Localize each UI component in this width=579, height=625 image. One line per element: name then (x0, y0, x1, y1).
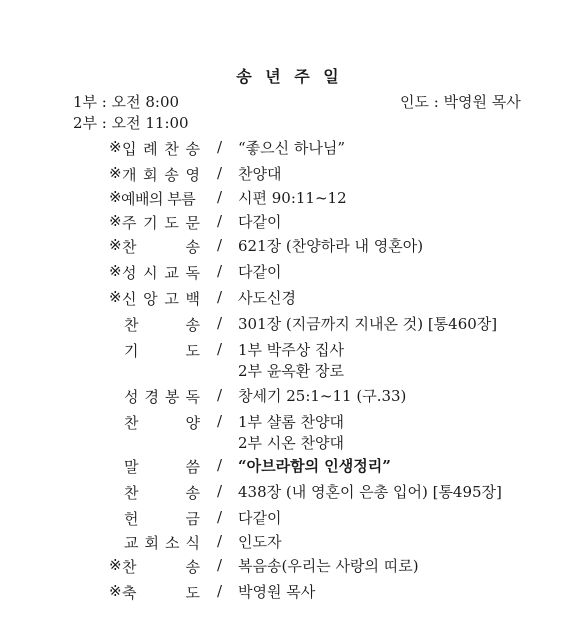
order-item (0, 556, 579, 582)
order-item-label-char: 찬 (124, 414, 139, 432)
order-item-label-char: 송 (185, 316, 200, 334)
service-time-2: 2부 : 오전 11:00 (73, 114, 189, 132)
order-item-content-line: 사도신경 (238, 289, 296, 307)
order-item-content (238, 456, 391, 477)
order-item-label-char: 시 (143, 264, 158, 282)
mark-symbol: ※ (109, 212, 122, 230)
order-item-content (238, 314, 497, 335)
order-item-label-char: 성 (124, 388, 139, 406)
mark-symbol: ※ (109, 582, 122, 600)
order-item-label-char: 영 (185, 166, 200, 184)
order-item-content (238, 508, 281, 529)
order-item (0, 582, 579, 608)
order-item-label-char: 봉 (165, 388, 180, 406)
order-item (0, 236, 579, 262)
order-item-label-char: 송 (164, 166, 179, 184)
order-item-label-char: 독 (185, 388, 200, 406)
order-item-label (124, 456, 200, 477)
order-item-label-char: 문 (185, 214, 200, 232)
order-item-label-char: 고 (164, 290, 179, 308)
mark-symbol: ※ (109, 556, 122, 574)
order-item-label (121, 188, 201, 209)
order-item (0, 532, 579, 558)
order-item-label-char: 성 (122, 264, 137, 282)
order-item (0, 262, 579, 288)
order-item-label-char: 송 (185, 140, 200, 158)
order-item-label (124, 412, 200, 433)
order-item-label-char: 소 (165, 534, 180, 552)
order-item-content (238, 212, 281, 233)
order-item-content-line: “좋으신 하나님” (238, 139, 346, 157)
order-item-content-line: 301장 (지금까지 지내온 것) [통460장] (238, 315, 498, 333)
separator: / (217, 482, 223, 500)
order-item (0, 508, 579, 534)
separator: / (217, 532, 223, 550)
order-item-content (238, 340, 344, 382)
separator: / (217, 262, 223, 280)
order-item-content-line: 다같이 (238, 509, 282, 527)
order-item-label-char: 입 (122, 140, 137, 158)
mark-symbol: ※ (109, 288, 122, 306)
order-item-label (122, 582, 200, 603)
order-item-content-line: 찬양대 (238, 165, 282, 183)
order-item-content (238, 188, 347, 209)
order-item-label-char: 례 (143, 140, 158, 158)
order-item (0, 456, 579, 482)
order-item-label-char: 씀 (185, 458, 200, 476)
order-item-label (124, 314, 200, 335)
order-item-content (238, 582, 315, 603)
order-item-content (238, 412, 344, 454)
order-item-content-line: 621장 (찬양하라 내 영혼아) (238, 237, 424, 255)
order-item-label-char: 축 (122, 584, 137, 602)
order-item-label-char: 송 (185, 558, 200, 576)
order-item-content-line: “아브라함의 인생정리” (238, 457, 391, 475)
order-item-content (238, 386, 406, 407)
separator: / (217, 236, 223, 254)
worship-leader: 인도 : 박영원 목사 (400, 93, 521, 111)
order-item-label-char: 교 (124, 534, 139, 552)
order-item-content-line: 2부 시온 찬양대 (238, 434, 345, 452)
order-item-label-char: 식 (185, 534, 200, 552)
order-item-label (124, 532, 200, 553)
mark-symbol: ※ (109, 188, 122, 206)
order-item-label-char: 백 (185, 290, 200, 308)
order-item-label (122, 236, 200, 257)
service-time-1: 1부 : 오전 8:00 (73, 93, 180, 111)
mark-symbol: ※ (109, 164, 122, 182)
order-item-label (122, 288, 200, 309)
order-item-label-char: 찬 (124, 316, 139, 334)
order-item-label-char: 도 (185, 584, 200, 602)
order-item-label (124, 482, 200, 503)
order-item-content-line: 박영원 목사 (238, 583, 316, 601)
order-item-content-line: 다같이 (238, 263, 282, 281)
order-item-content-line: 438장 (내 영혼이 은총 입어) [통495장] (238, 483, 502, 501)
order-item-label-char: 교 (164, 264, 179, 282)
order-item-content (238, 532, 281, 553)
separator: / (217, 582, 223, 600)
separator: / (217, 412, 223, 430)
order-item-content (238, 262, 281, 283)
order-item-label-char: 찬 (122, 558, 137, 576)
order-item (0, 386, 579, 412)
order-item-content (238, 288, 296, 309)
order-item-label (124, 340, 200, 361)
page-title: 송 년 주 일 (236, 67, 343, 86)
order-item-label (122, 138, 200, 159)
mark-symbol: ※ (109, 236, 122, 254)
order-item-label (122, 556, 200, 577)
separator: / (217, 288, 223, 306)
order-item (0, 164, 579, 190)
order-item-content (238, 236, 423, 257)
order-item-label-char: 찬 (122, 238, 137, 256)
separator: / (217, 164, 223, 182)
order-item-content-line: 1부 박주상 집사 (238, 341, 345, 359)
order-item-label-char: 앙 (143, 290, 158, 308)
order-item-label-char: 헌 (124, 510, 139, 528)
order-item (0, 188, 579, 214)
order-item-content (238, 482, 502, 503)
separator: / (217, 386, 223, 404)
separator: / (217, 138, 223, 156)
order-item-content-line: 인도자 (238, 533, 282, 551)
order-item-label-char: 송 (185, 484, 200, 502)
mark-symbol: ※ (109, 138, 122, 156)
order-item (0, 340, 579, 380)
order-item-content-line: 시편 90:11~12 (238, 189, 347, 207)
order-item-content (238, 138, 345, 159)
separator: / (217, 456, 223, 474)
order-item-label-char: 말 (124, 458, 139, 476)
order-item-label (122, 212, 200, 233)
separator: / (217, 314, 223, 332)
order-item-label-char: 신 (122, 290, 137, 308)
separator: / (217, 188, 223, 206)
order-item (0, 288, 579, 314)
order-item (0, 314, 579, 340)
order-item-content-line: 1부 샬롬 찬양대 (238, 413, 345, 431)
separator: / (217, 212, 223, 230)
order-item-content (238, 164, 281, 185)
order-item-label-char: 회 (144, 534, 159, 552)
order-item-label-char: 예배의 부름 (121, 190, 196, 208)
order-item (0, 138, 579, 164)
order-item-label-char: 찬 (124, 484, 139, 502)
order-item-label-char: 회 (143, 166, 158, 184)
order-item-content-line: 2부 윤옥환 장로 (238, 362, 345, 380)
separator: / (217, 340, 223, 358)
order-item-label-char: 도 (185, 342, 200, 360)
order-item-label (122, 262, 200, 283)
order-item-label-char: 찬 (164, 140, 179, 158)
order-item (0, 212, 579, 238)
order-item-label-char: 개 (122, 166, 137, 184)
order-item-label-char: 주 (122, 214, 137, 232)
order-item-label (124, 508, 200, 529)
order-item-label (122, 164, 200, 185)
mark-symbol: ※ (109, 262, 122, 280)
order-item-content (238, 556, 419, 577)
order-item-label-char: 송 (185, 238, 200, 256)
separator: / (217, 508, 223, 526)
order-item-label-char: 금 (185, 510, 200, 528)
order-item-label-char: 양 (185, 414, 200, 432)
order-item-content-line: 복음송(우리는 사랑의 띠로) (238, 557, 419, 575)
order-item-label-char: 기 (124, 342, 139, 360)
order-item-label (124, 386, 200, 407)
order-item-label-char: 도 (164, 214, 179, 232)
order-item (0, 482, 579, 508)
order-item (0, 412, 579, 452)
separator: / (217, 556, 223, 574)
order-item-content-line: 창세기 25:1~11 (구.33) (238, 387, 407, 405)
order-item-content-line: 다같이 (238, 213, 282, 231)
order-item-label-char: 기 (143, 214, 158, 232)
order-item-label-char: 독 (185, 264, 200, 282)
order-item-label-char: 경 (144, 388, 159, 406)
